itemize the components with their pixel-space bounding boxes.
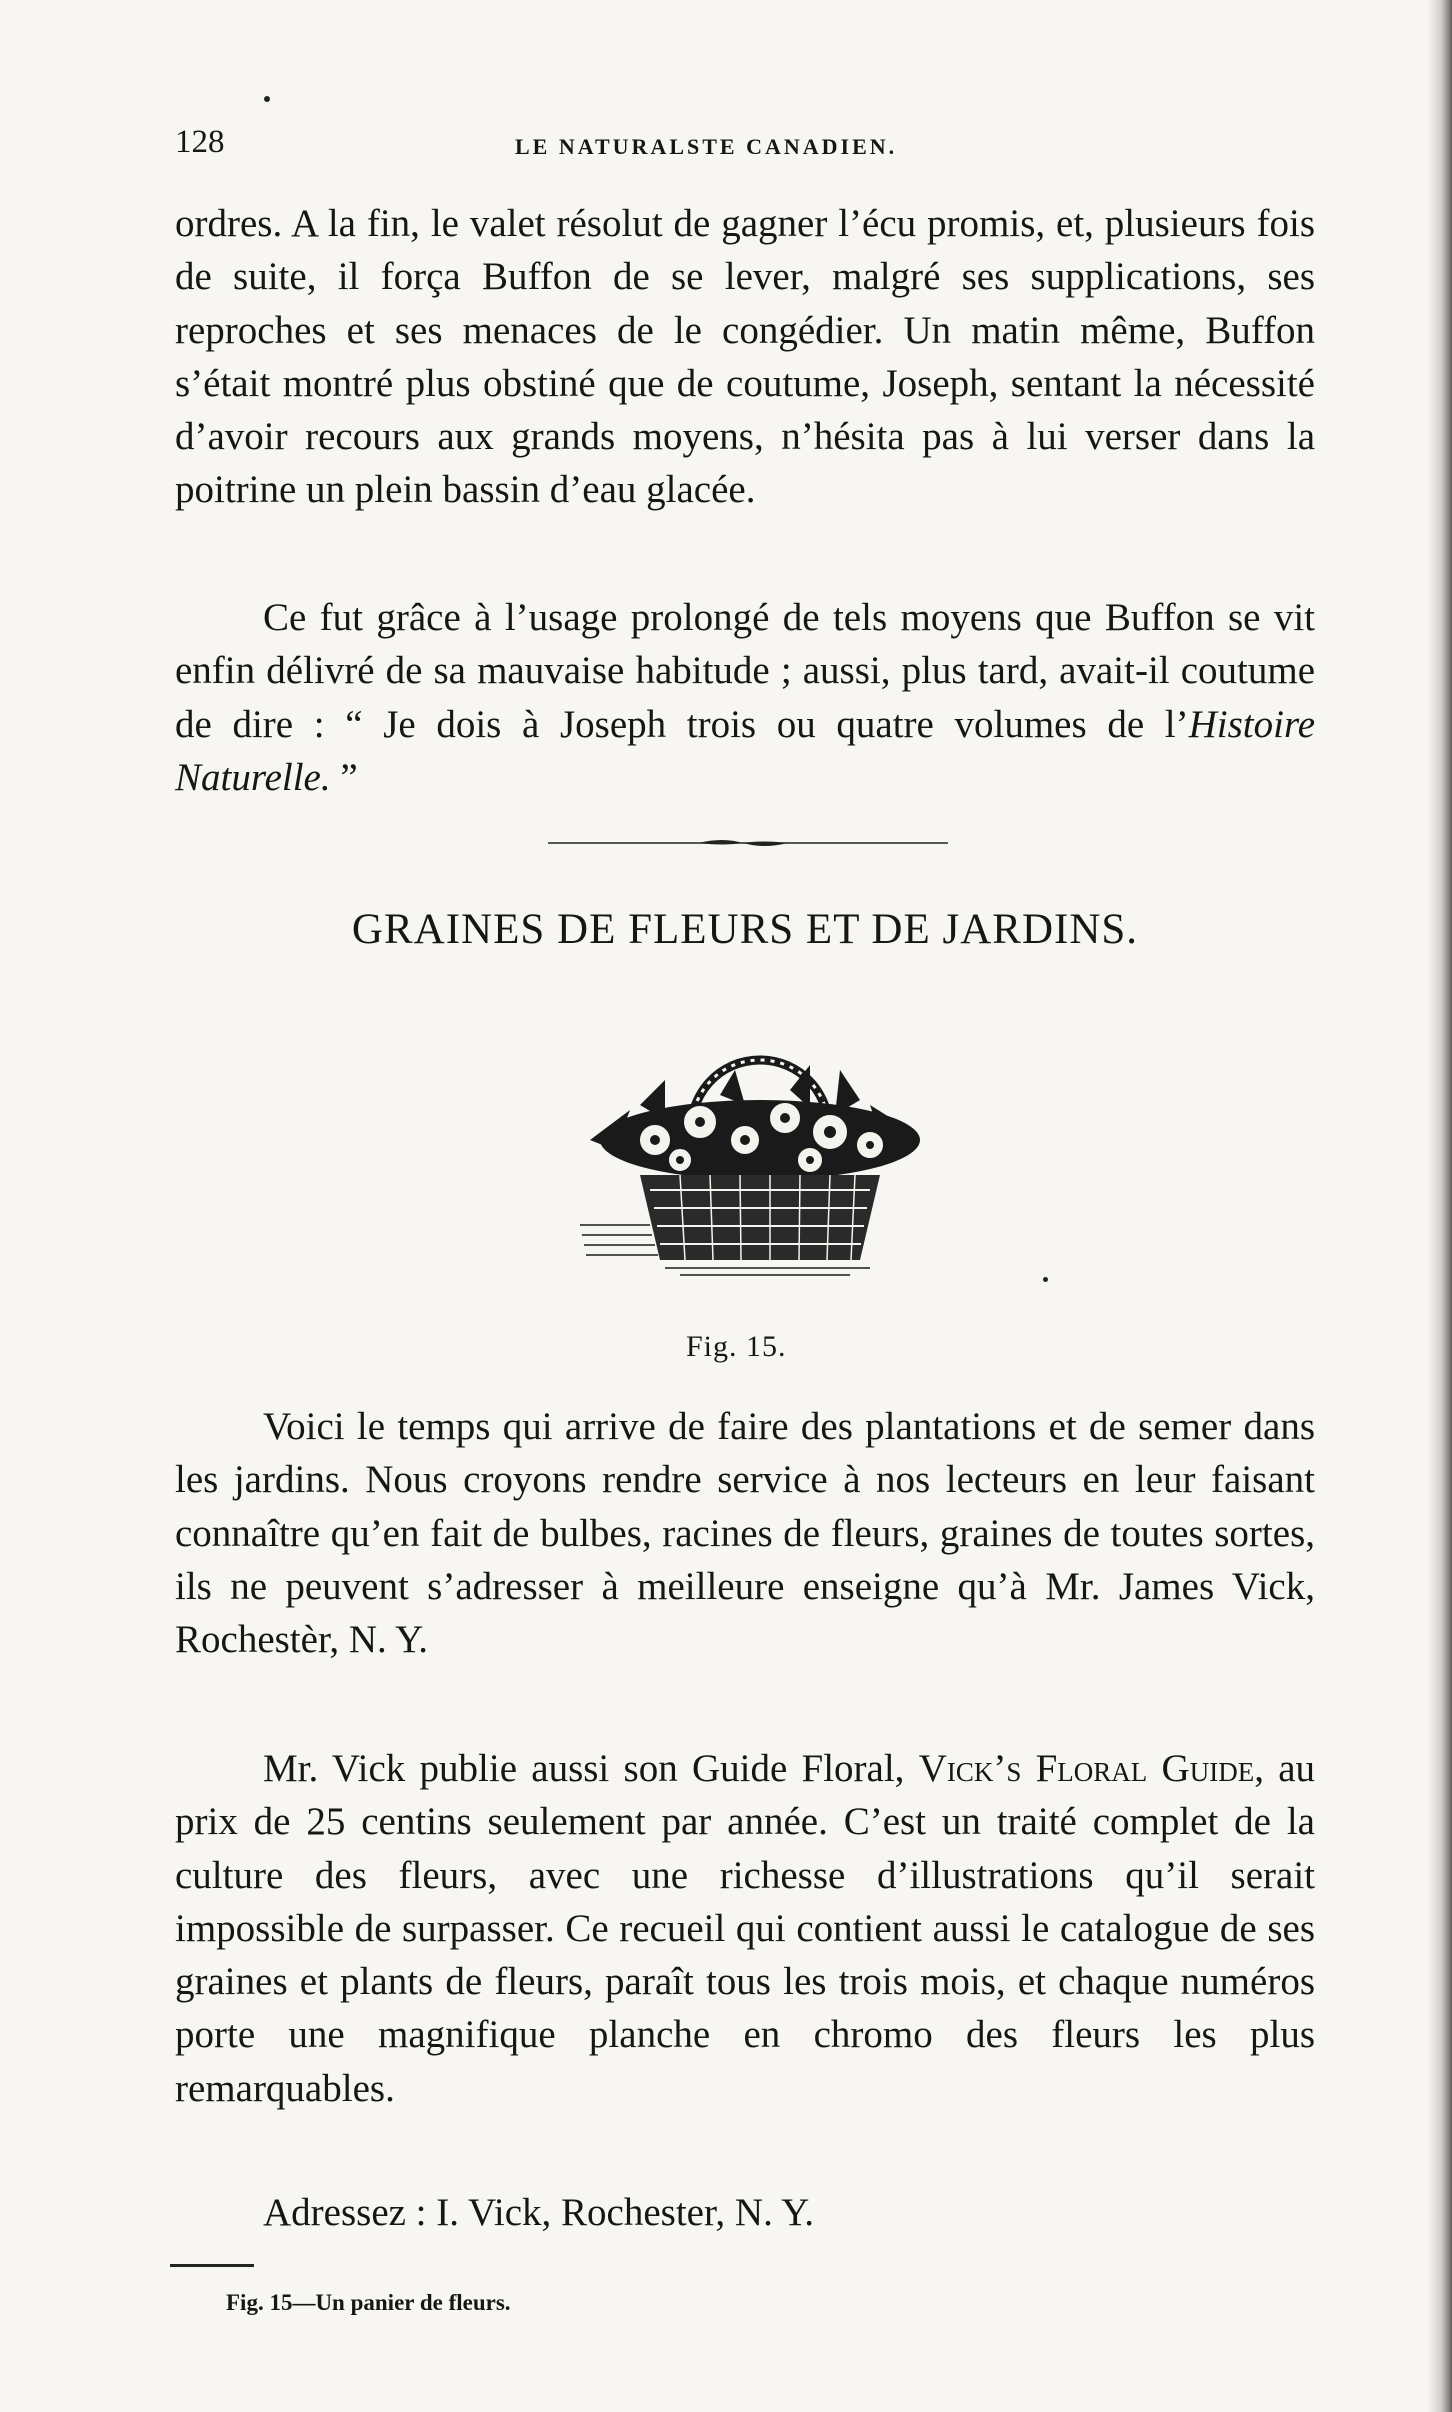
running-title: LE NATURALSTE CANADIEN. bbox=[515, 134, 898, 159]
paragraph-text: Mr. Vick publie aussi son Guide Floral, bbox=[263, 1747, 919, 1790]
flower-basket-illustration bbox=[570, 1010, 950, 1280]
address-line: Adressez : I. Vick, Rochester, N. Y. bbox=[263, 2191, 815, 2234]
paragraph-plantations: Voici le temps qui arrive de faire des plantations et de semer dans les jardins. Nous croyons rendre service à nos lecteurs en leur faisant connaître qu’en fait de bulbes, racines de fleurs, graines de toutes sortes, ils ne peuvent s’adresser à meilleure enseigne qu’à Mr. James Vick, Rochestèr, N. Y. bbox=[175, 1405, 1315, 1662]
guide-name: Vick’s Floral Guide bbox=[918, 1747, 1255, 1790]
footnote: Fig. 15—Un panier de fleurs. bbox=[226, 2290, 511, 2315]
paragraph-text: Ce fut grâce à l’usage prolongé de tels moyens que Buffon se vit enfin délivré de sa mauvaise habitude ; aussi, plus tard, avait-il coutume de dire : “ Je dois à Joseph trois ou quatre volumes de l’ bbox=[175, 596, 1315, 746]
section-title: GRAINES DE FLEURS ET DE JARDINS. bbox=[351, 906, 1139, 953]
footnote-rule bbox=[170, 2264, 254, 2267]
paragraph-buffon-valet: ordres. A la fin, le valet résolut de gagner l’écu promis, et, plusieurs fois de suite, il força Buffon de se lever, malgré ses supplications, ses reproches et ses menaces de le congédier. Un matin même, Buffon s’était montré plus obstiné que de coutume, Joseph, sentant la nécessité d’avoir recours aux grands moyens, n’hésita pas à lui verser dans la poitrine un plein bassin d’eau glacée. bbox=[175, 202, 1315, 512]
paragraph-text: , au prix de 25 centins seulement par année. C’est un traité complet de la culture des fleurs, avec une richesse d’illustrations qu’il serait impossible de surpasser. Ce recueil qui contient aussi le catalogue de ses graines et plants de fleurs, paraît tous les trois mois, et chaque numéros porte une magnifique planche en chromo des fleurs les plus remarquables. bbox=[175, 1747, 1316, 2110]
figure-caption: Fig. 15. bbox=[686, 1330, 787, 1363]
closing-quote: ” bbox=[330, 755, 358, 799]
ink-speck bbox=[1043, 1277, 1048, 1282]
ornamental-rule bbox=[548, 835, 948, 851]
page-edge-shadow bbox=[1428, 0, 1452, 2412]
paragraph-buffon-habit bbox=[175, 591, 1315, 804]
ink-speck bbox=[264, 96, 270, 102]
page-number: 128 bbox=[175, 124, 225, 160]
page-header bbox=[175, 124, 1315, 168]
paragraph-vick-guide bbox=[175, 1742, 1315, 2115]
book-title: Histoire Naturelle. bbox=[175, 702, 1315, 799]
